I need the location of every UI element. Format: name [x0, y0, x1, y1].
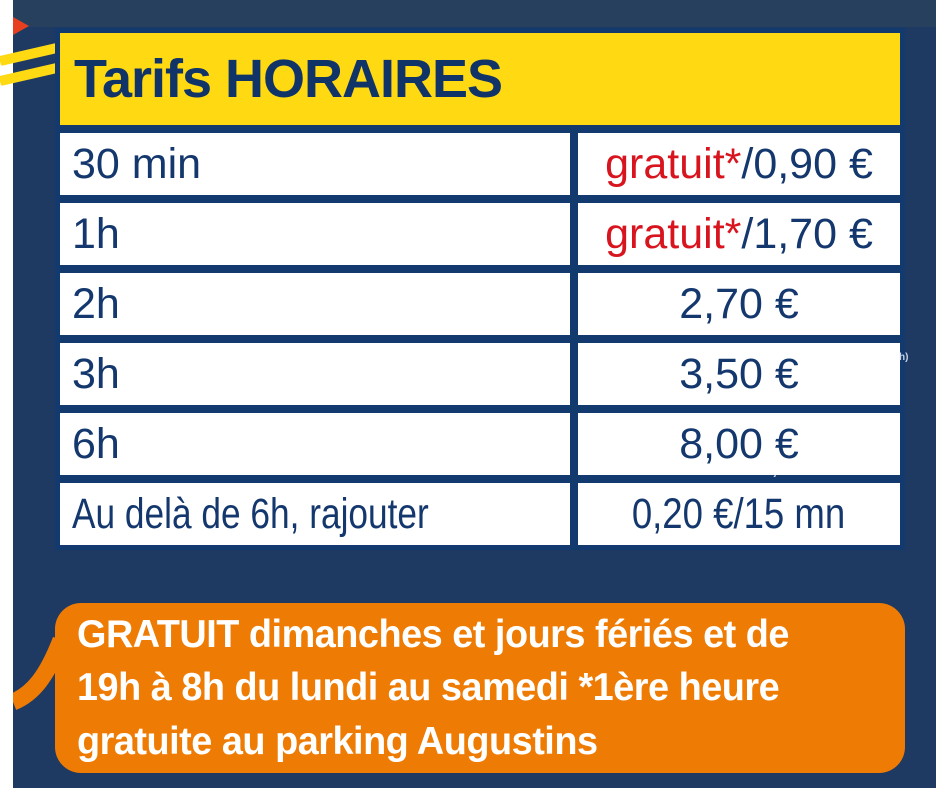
- price-text: 8,00 €: [679, 419, 799, 468]
- table-row-price: [578, 483, 900, 545]
- red-arrow-icon: [13, 17, 29, 35]
- price-text: /1,70 €: [741, 209, 873, 258]
- free-text: gratuit*: [605, 139, 742, 188]
- table-row-price: [578, 203, 900, 265]
- duration-text: 6h: [72, 419, 120, 468]
- table-row-label: [60, 133, 570, 195]
- tiny-artifact-fragment: h): [899, 352, 909, 363]
- table-row-label: [60, 203, 570, 265]
- table-row-label: [60, 273, 570, 335]
- note-text: GRATUIT dimanches et jours fériés et de 19h à 8h du lundi au samedi *1ère heure gratuite au parking Augustins: [77, 612, 789, 763]
- table-row-price: [578, 413, 900, 475]
- table-title: Tarifs HORAIRES: [60, 33, 900, 125]
- table-row-price: [578, 133, 900, 195]
- duration-text: Au delà de 6h, rajouter: [72, 489, 429, 538]
- top-strip: [13, 0, 936, 27]
- price-text: 3,50 €: [679, 349, 799, 398]
- duration-text: 3h: [72, 349, 120, 398]
- tiny-artifact-text: GRATUIT dimanches et jours fériés et de 19h à 8h du: [672, 467, 898, 477]
- duration-text: 2h: [72, 279, 120, 328]
- table-row-label: [60, 483, 570, 545]
- table-row-label: [60, 413, 570, 475]
- navy-background-panel: [13, 0, 936, 788]
- duration-text: 1h: [72, 209, 120, 258]
- table-row-label: [60, 343, 570, 405]
- duration-text: 30 min: [72, 139, 202, 188]
- price-text: 2,70 €: [679, 279, 799, 328]
- table-row-price: [578, 273, 900, 335]
- free-hours-note: [55, 603, 905, 773]
- price-text: 0,20 €/15 mn: [632, 489, 846, 538]
- price-text: /0,90 €: [741, 139, 873, 188]
- table-row-price: [578, 343, 900, 405]
- free-text: gratuit*: [605, 209, 742, 258]
